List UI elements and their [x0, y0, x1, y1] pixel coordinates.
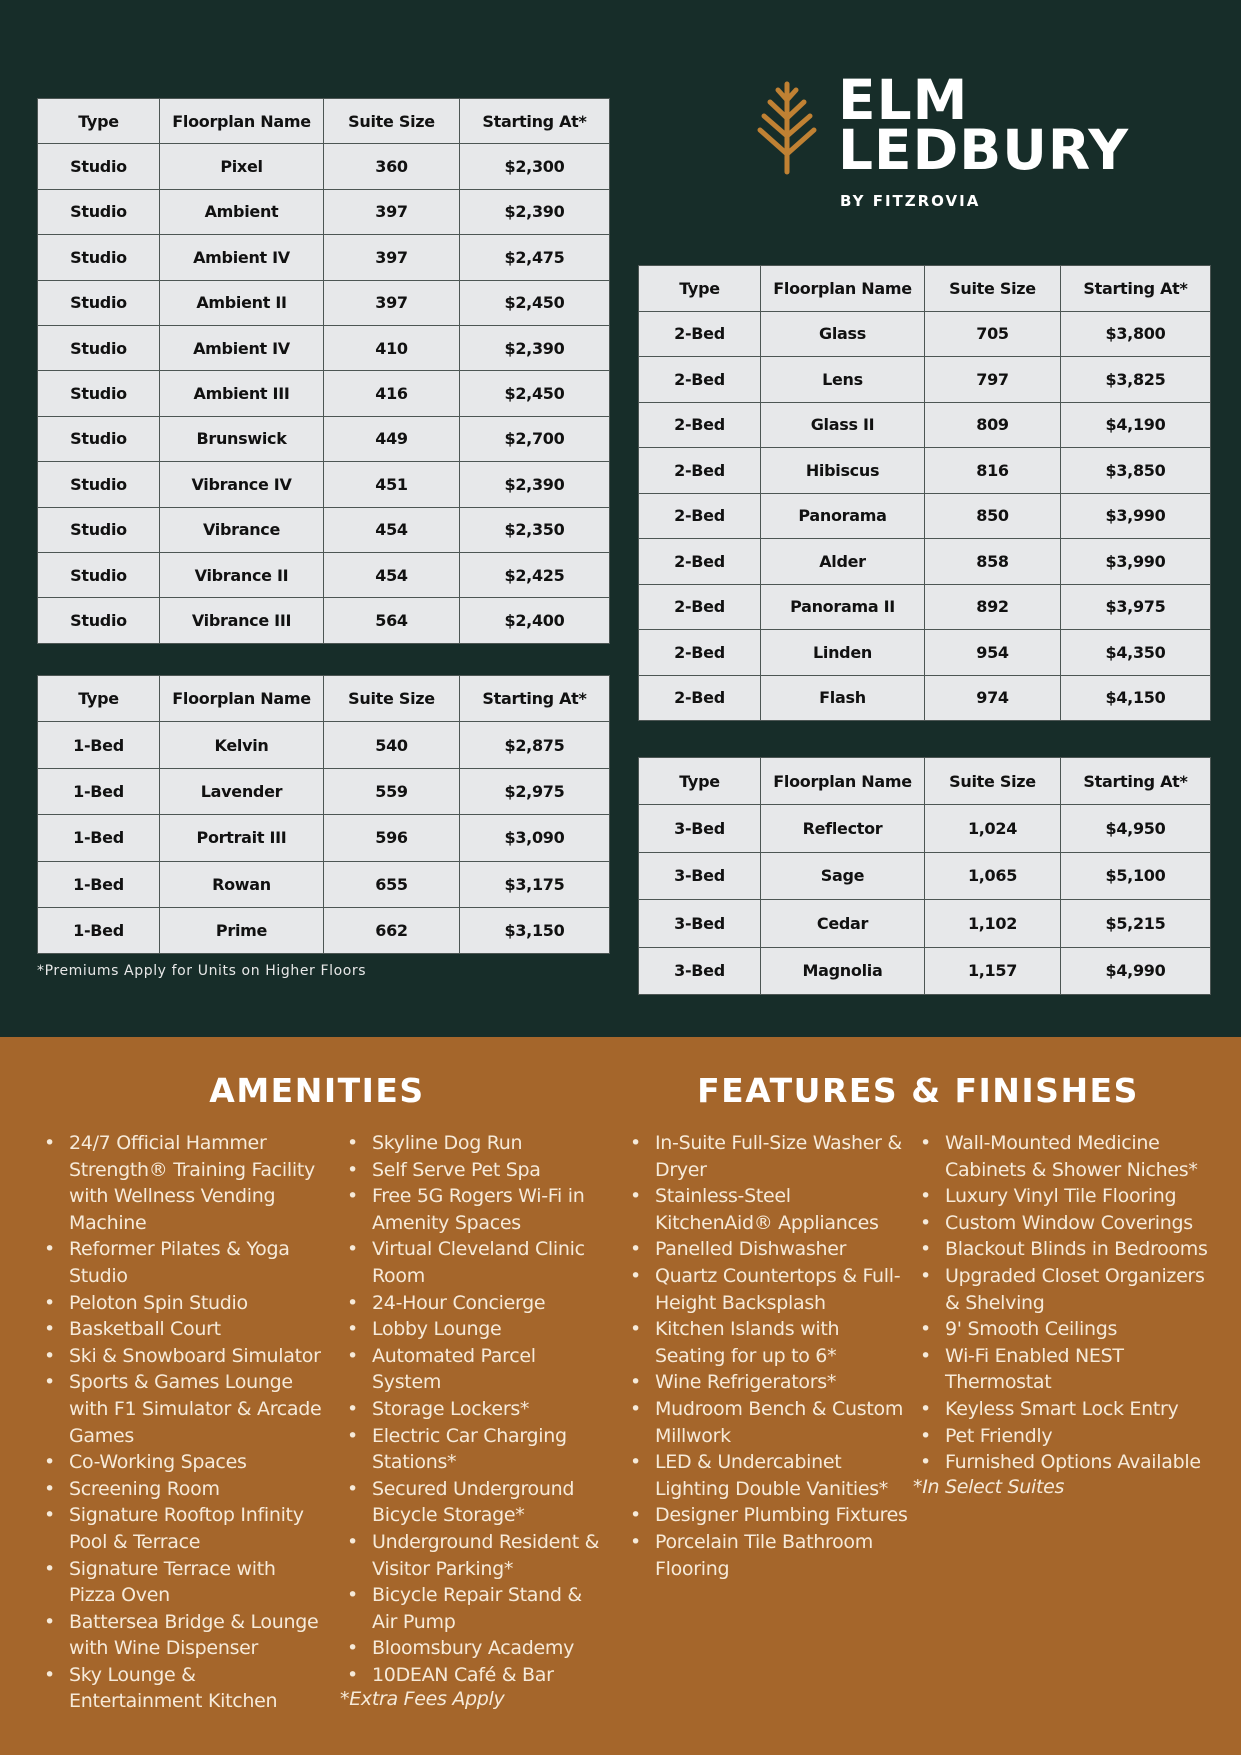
table-cell: 809 — [925, 402, 1061, 448]
list-item: • Upgraded Closet Organizers & Shelving — [913, 1263, 1213, 1316]
list-item: • Quartz Countertops & Full-Height Backsplash — [623, 1263, 913, 1316]
table-header-row — [639, 758, 1211, 805]
table-row — [38, 416, 610, 461]
brand-logo — [756, 68, 1130, 222]
list-item: • Virtual Cleveland Clinic Room — [340, 1236, 600, 1289]
table-cell: $5,215 — [1061, 900, 1211, 947]
table-cell: 797 — [925, 357, 1061, 403]
table-cell: Magnolia — [761, 947, 925, 994]
list-item: • Basketball Court — [37, 1316, 327, 1343]
table-cell: $2,700 — [460, 416, 610, 461]
table-cell: Glass — [761, 311, 925, 357]
table-cell: Ambient — [160, 189, 324, 234]
table-row — [639, 402, 1211, 448]
list-item: • Screening Room — [37, 1476, 327, 1503]
list-item: • Porcelain Tile Bathroom Flooring — [623, 1529, 913, 1582]
list-item: • Kitchen Islands with Seating for up to 6* — [623, 1316, 913, 1369]
table-cell: $2,390 — [460, 189, 610, 234]
list-item: • Wall-Mounted Medicine Cabinets & Shower Niches* — [913, 1130, 1213, 1183]
list-item: • 9' Smooth Ceilings — [913, 1316, 1213, 1343]
table-cell: 540 — [324, 722, 460, 768]
list-item: • Wine Refrigerators* — [623, 1369, 913, 1396]
table-cell: $2,425 — [460, 552, 610, 597]
list-item: • Stainless-Steel KitchenAid® Appliances — [623, 1183, 913, 1236]
table-cell: 2-Bed — [639, 357, 761, 403]
table-cell: Rowan — [160, 861, 324, 907]
table-cell: 454 — [324, 552, 460, 597]
table-cell: $2,475 — [460, 235, 610, 280]
list-item: • Free 5G Rogers Wi-Fi in Amenity Spaces — [340, 1183, 600, 1236]
tree-branch-icon — [756, 80, 818, 176]
brand-name-line2: LEDBURY — [838, 118, 1130, 182]
column-header: Type — [38, 676, 160, 722]
list-item: • Electric Car Charging Stations* — [340, 1423, 600, 1476]
table-cell: Reflector — [761, 805, 925, 852]
table-cell: $2,300 — [460, 144, 610, 189]
column-header: Suite Size — [324, 99, 460, 144]
list-item: • Storage Lockers* — [340, 1396, 600, 1423]
table-cell: Vibrance IV — [160, 462, 324, 507]
table-cell: 397 — [324, 189, 460, 234]
table-cell: 974 — [925, 675, 1061, 721]
table-cell: 1-Bed — [38, 722, 160, 768]
table-cell: Ambient IV — [160, 235, 324, 280]
table-row — [38, 598, 610, 643]
list-item: • Luxury Vinyl Tile Flooring — [913, 1183, 1213, 1210]
table-cell: $2,875 — [460, 722, 610, 768]
table-cell: Kelvin — [160, 722, 324, 768]
table-cell: 2-Bed — [639, 675, 761, 721]
table-cell: Studio — [38, 462, 160, 507]
table-cell: $3,090 — [460, 815, 610, 861]
list-item: • Wi-Fi Enabled NEST Thermostat — [913, 1343, 1213, 1396]
amenities-list-col2 — [340, 1130, 600, 1688]
column-header: Floorplan Name — [761, 758, 925, 805]
table-cell: Ambient III — [160, 371, 324, 416]
table-cell: Studio — [38, 280, 160, 325]
column-header: Suite Size — [324, 676, 460, 722]
list-item: • In-Suite Full-Size Washer & Dryer — [623, 1130, 913, 1183]
table-cell: Sage — [761, 852, 925, 899]
table-cell: 454 — [324, 507, 460, 552]
table-cell: 449 — [324, 416, 460, 461]
table-cell: Studio — [38, 598, 160, 643]
table-cell: $3,975 — [1061, 584, 1211, 630]
table-cell: 360 — [324, 144, 460, 189]
table-row — [38, 768, 610, 814]
table-cell: 559 — [324, 768, 460, 814]
table-cell: Vibrance II — [160, 552, 324, 597]
premium-note: *Premiums Apply for Units on Higher Floors — [37, 963, 367, 979]
table-row — [38, 325, 610, 370]
table-cell: $3,990 — [1061, 539, 1211, 585]
table-cell: 2-Bed — [639, 539, 761, 585]
table-cell: Brunswick — [160, 416, 324, 461]
table-row — [38, 552, 610, 597]
column-header: Suite Size — [925, 266, 1061, 312]
column-header: Starting At* — [1061, 758, 1211, 805]
table-cell: 3-Bed — [639, 805, 761, 852]
table-cell: Glass II — [761, 402, 925, 448]
table-cell: $3,825 — [1061, 357, 1211, 403]
table-row — [38, 280, 610, 325]
table-cell: $3,150 — [460, 907, 610, 953]
table-row — [639, 900, 1211, 947]
features-list-col2 — [913, 1130, 1213, 1476]
table-cell: 451 — [324, 462, 460, 507]
table-cell: 397 — [324, 280, 460, 325]
table-row — [639, 584, 1211, 630]
table-cell: $4,950 — [1061, 805, 1211, 852]
table-cell: Ambient II — [160, 280, 324, 325]
table-row — [639, 675, 1211, 721]
list-item: • Ski & Snowboard Simulator — [37, 1343, 327, 1370]
table-cell: 3-Bed — [639, 947, 761, 994]
table-cell: 858 — [925, 539, 1061, 585]
table-cell: 662 — [324, 907, 460, 953]
table-row — [639, 630, 1211, 676]
amenities-footnote: *Extra Fees Apply — [340, 1688, 505, 1710]
column-header: Starting At* — [460, 99, 610, 144]
table-cell: Studio — [38, 371, 160, 416]
table-row — [38, 235, 610, 280]
table-cell: Studio — [38, 325, 160, 370]
table-cell: 397 — [324, 235, 460, 280]
table-cell: Vibrance — [160, 507, 324, 552]
list-item: • Blackout Blinds in Bedrooms — [913, 1236, 1213, 1263]
table-row — [38, 144, 610, 189]
list-item: • Sky Lounge & Entertainment Kitchen — [37, 1662, 327, 1715]
list-item: • Custom Window Coverings — [913, 1210, 1213, 1237]
list-item: • LED & Undercabinet Lighting Double Vanities* — [623, 1449, 913, 1502]
list-item: • Furnished Options Available — [913, 1449, 1213, 1476]
table-cell: 816 — [925, 448, 1061, 494]
list-item: • Peloton Spin Studio — [37, 1290, 327, 1317]
table-cell: Linden — [761, 630, 925, 676]
list-item: • Lobby Lounge — [340, 1316, 600, 1343]
list-item: • Designer Plumbing Fixtures — [623, 1502, 913, 1529]
list-item: • Keyless Smart Lock Entry — [913, 1396, 1213, 1423]
table-cell: 596 — [324, 815, 460, 861]
one-bed-pricing-table — [37, 675, 610, 954]
table-cell: 1,157 — [925, 947, 1061, 994]
table-cell: 1,065 — [925, 852, 1061, 899]
table-cell: $2,350 — [460, 507, 610, 552]
table-cell: $3,990 — [1061, 493, 1211, 539]
column-header: Type — [38, 99, 160, 144]
table-cell: $2,400 — [460, 598, 610, 643]
column-header: Type — [639, 758, 761, 805]
list-item: • Bloomsbury Academy — [340, 1635, 600, 1662]
list-item: • Signature Terrace with Pizza Oven — [37, 1556, 327, 1609]
brand-name-line1: ELM — [838, 68, 969, 132]
table-cell: $4,350 — [1061, 630, 1211, 676]
table-row — [38, 507, 610, 552]
column-header: Floorplan Name — [160, 676, 324, 722]
table-cell: $2,450 — [460, 280, 610, 325]
list-item: • Secured Underground Bicycle Storage* — [340, 1476, 600, 1529]
table-cell: $3,175 — [460, 861, 610, 907]
table-cell: 2-Bed — [639, 448, 761, 494]
list-item: • Self Serve Pet Spa — [340, 1157, 600, 1184]
amenities-list-col1 — [37, 1130, 327, 1715]
column-header: Starting At* — [460, 676, 610, 722]
table-row — [38, 462, 610, 507]
table-cell: Cedar — [761, 900, 925, 947]
table-cell: 2-Bed — [639, 402, 761, 448]
table-cell: 1,024 — [925, 805, 1061, 852]
table-cell: $3,850 — [1061, 448, 1211, 494]
list-item: • 24/7 Official Hammer Strength® Training Facility with Wellness Vending Machine — [37, 1130, 327, 1236]
list-item: • 10DEAN Café & Bar — [340, 1662, 600, 1689]
table-row — [639, 448, 1211, 494]
table-header-row — [38, 676, 610, 722]
table-cell: 1-Bed — [38, 815, 160, 861]
table-cell: 705 — [925, 311, 1061, 357]
table-row — [639, 947, 1211, 994]
table-cell: 2-Bed — [639, 584, 761, 630]
table-cell: Studio — [38, 416, 160, 461]
features-list-col1 — [623, 1130, 913, 1582]
table-cell: Alder — [761, 539, 925, 585]
list-item: • Signature Rooftop Infinity Pool & Terrace — [37, 1502, 327, 1555]
features-footnote: *In Select Suites — [913, 1476, 1065, 1498]
table-cell: $5,100 — [1061, 852, 1211, 899]
table-row — [639, 852, 1211, 899]
table-cell: Vibrance III — [160, 598, 324, 643]
table-cell: Flash — [761, 675, 925, 721]
table-cell: 1-Bed — [38, 768, 160, 814]
table-cell: 3-Bed — [639, 852, 761, 899]
table-cell: 1-Bed — [38, 907, 160, 953]
list-item: • Pet Friendly — [913, 1423, 1213, 1450]
table-cell: 655 — [324, 861, 460, 907]
table-row — [639, 357, 1211, 403]
table-row — [639, 311, 1211, 357]
list-item: • Co-Working Spaces — [37, 1449, 327, 1476]
column-header: Floorplan Name — [761, 266, 925, 312]
table-cell: Studio — [38, 189, 160, 234]
table-cell: Lens — [761, 357, 925, 403]
table-cell: $2,975 — [460, 768, 610, 814]
table-cell: Pixel — [160, 144, 324, 189]
table-row — [38, 815, 610, 861]
table-cell: 1,102 — [925, 900, 1061, 947]
brand-byline: BY FITZROVIA — [840, 192, 981, 210]
table-cell: Ambient IV — [160, 325, 324, 370]
table-cell: 892 — [925, 584, 1061, 630]
table-cell: Studio — [38, 552, 160, 597]
table-cell: Studio — [38, 507, 160, 552]
column-header: Type — [639, 266, 761, 312]
list-item: • Skyline Dog Run — [340, 1130, 600, 1157]
table-cell: 954 — [925, 630, 1061, 676]
table-cell: Portrait III — [160, 815, 324, 861]
list-item: • Panelled Dishwasher — [623, 1236, 913, 1263]
table-row — [639, 805, 1211, 852]
table-cell: 410 — [324, 325, 460, 370]
table-row — [639, 493, 1211, 539]
column-header: Floorplan Name — [160, 99, 324, 144]
list-item: • Reformer Pilates & Yoga Studio — [37, 1236, 327, 1289]
list-item: • Battersea Bridge & Lounge with Wine Dispenser — [37, 1609, 327, 1662]
studio-pricing-table — [37, 98, 610, 644]
list-item: • Bicycle Repair Stand & Air Pump — [340, 1582, 600, 1635]
table-cell: 2-Bed — [639, 311, 761, 357]
table-row — [38, 722, 610, 768]
column-header: Starting At* — [1061, 266, 1211, 312]
list-item: • Mudroom Bench & Custom Millwork — [623, 1396, 913, 1449]
table-row — [38, 861, 610, 907]
table-cell: Panorama II — [761, 584, 925, 630]
table-header-row — [639, 266, 1211, 312]
amenities-title: AMENITIES — [209, 1071, 425, 1110]
table-cell: 1-Bed — [38, 861, 160, 907]
list-item: • 24-Hour Concierge — [340, 1290, 600, 1317]
table-cell: 416 — [324, 371, 460, 416]
two-bed-pricing-table — [638, 265, 1211, 721]
column-header: Suite Size — [925, 758, 1061, 805]
table-cell: 3-Bed — [639, 900, 761, 947]
table-cell: 2-Bed — [639, 630, 761, 676]
table-cell: $2,390 — [460, 462, 610, 507]
table-cell: $3,800 — [1061, 311, 1211, 357]
list-item: • Underground Resident & Visitor Parking* — [340, 1529, 600, 1582]
features-title: FEATURES & FINISHES — [697, 1071, 1139, 1110]
table-cell: Hibiscus — [761, 448, 925, 494]
three-bed-pricing-table — [638, 757, 1211, 995]
table-row — [38, 907, 610, 953]
table-header-row — [38, 99, 610, 144]
table-row — [639, 539, 1211, 585]
list-item: • Automated Parcel System — [340, 1343, 600, 1396]
table-cell: Panorama — [761, 493, 925, 539]
table-cell: $4,190 — [1061, 402, 1211, 448]
table-cell: Lavender — [160, 768, 324, 814]
table-cell: 2-Bed — [639, 493, 761, 539]
table-cell: Prime — [160, 907, 324, 953]
table-cell: $4,150 — [1061, 675, 1211, 721]
table-cell: Studio — [38, 144, 160, 189]
list-item: • Sports & Games Lounge with F1 Simulator & Arcade Games — [37, 1369, 327, 1449]
table-cell: 564 — [324, 598, 460, 643]
table-cell: Studio — [38, 235, 160, 280]
table-cell: 850 — [925, 493, 1061, 539]
table-row — [38, 371, 610, 416]
table-cell: $2,390 — [460, 325, 610, 370]
table-cell: $4,990 — [1061, 947, 1211, 994]
table-row — [38, 189, 610, 234]
table-cell: $2,450 — [460, 371, 610, 416]
